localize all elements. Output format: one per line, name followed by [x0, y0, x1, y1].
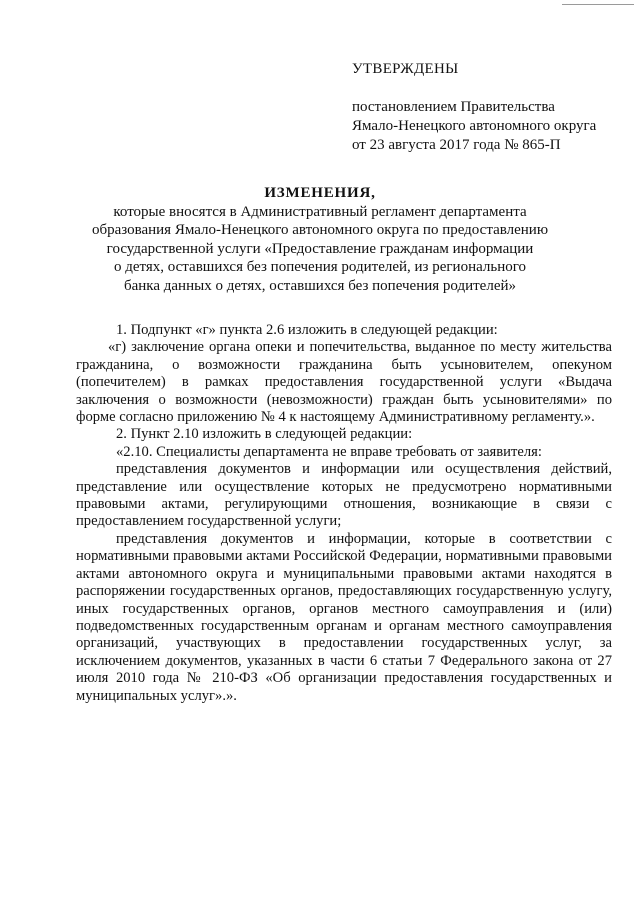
paragraph-clause-2-10: «2.10. Специалисты департамента не вправе требовать от заявителя:: [116, 443, 542, 460]
approval-stamp-block: [352, 60, 622, 155]
approval-line-region: Ямало-Ненецкого автономного округа: [352, 118, 597, 134]
document-body: [76, 322, 612, 705]
paragraph-clause-2-10-a: представления документов и информации или осуществления действий, представление или осуществление которых не предусмотрено нормативными правовыми актами, регулирующими отношения, возникающие в связи с предоставлением государственной услуги;: [76, 461, 612, 530]
paragraph-item-2: 2. Пункт 2.10 изложить в следующей редакции:: [116, 426, 413, 443]
document-subtitle-line: государственной услуги «Предоставление гражданам информации: [106, 240, 534, 257]
document-subtitle-line: которые вносятся в Административный регламент департамента: [113, 203, 527, 220]
scan-edge-mark: [562, 4, 634, 5]
document-title-block: [60, 184, 580, 295]
document-subtitle-line: образования Ямало-Ненецкого автономного округа по предоставлению: [91, 222, 549, 238]
approval-line-decree: постановлением Правительства: [352, 99, 555, 115]
document-subtitle-line: о детях, оставшихся без попечения родителей, из регионального: [113, 259, 527, 275]
document-subtitle-line: банка данных о детях, оставшихся без попечения родителей»: [123, 277, 517, 294]
approval-heading: УТВЕРЖДЕНЫ: [352, 61, 459, 77]
approval-line-date: от 23 августа 2017 года № 865-П: [352, 137, 561, 153]
document-title: ИЗМЕНЕНИЯ,: [264, 185, 376, 201]
paragraph-subitem-g: «г) заключение органа опеки и попечительства, выданное по месту жительства гражданина, о возможности гражданина быть усыновителем, опекуном (попечителем) в рамках предоставления государственной услуги «Выдача заключения о возможности (невозможности) граждан быть усыновителями» по форме согласно приложению № 4 к настоящему Административному регламенту.».: [76, 339, 612, 426]
paragraph-item-1: 1. Подпункт «г» пункта 2.6 изложить в следующей редакции:: [116, 322, 498, 338]
paragraph-clause-2-10-b: представления документов и информации, которые в соответствии с нормативными правовыми актами Российской Федерации, нормативными правовыми актами автономного округа и муниципальными правовыми актами находятся в распоряжении государственных органов, предоставляющих государственную услугу, иных государственных органов, органов местного самоуправления и (или) подведомственных государственным органам и органам местного самоуправления организаций, участвующих в предоставлении государственных услуг, за исключением документов, указанных в части 6 статьи 7 Федерального закона от 27 июля 2010 года № 210-ФЗ «Об организации предоставления государственных и муниципальных услуг».».: [76, 530, 612, 704]
